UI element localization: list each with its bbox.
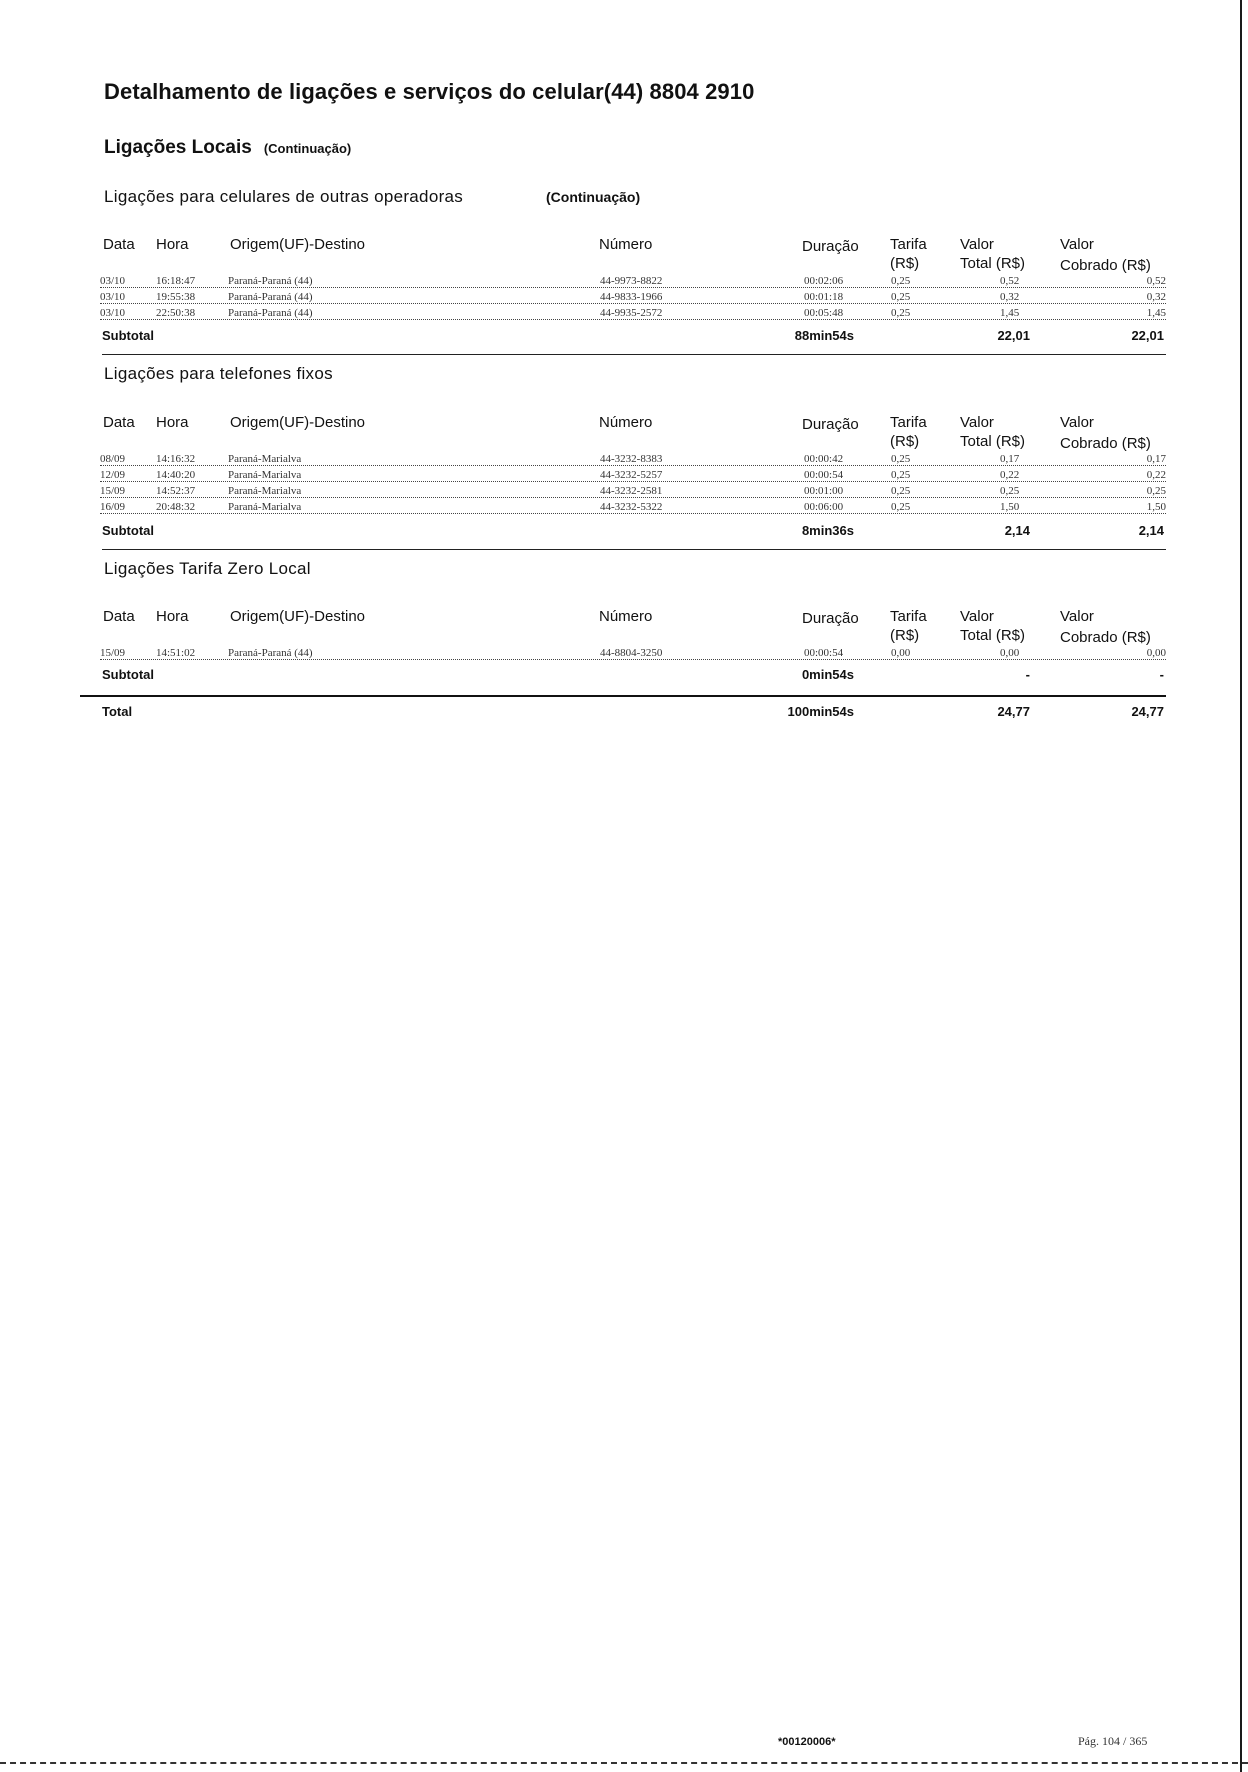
total-valor-total: 24,77 xyxy=(997,704,1030,719)
cell-tarifa: 0,25 xyxy=(891,469,911,481)
cell-duracao: 00:00:42 xyxy=(804,453,844,465)
column-header-tarifa1: Tarifa xyxy=(890,414,927,431)
column-header-valor-total1: Valor xyxy=(960,608,994,625)
group-title-celulares: Ligações para celulares de outras operadoras xyxy=(104,187,464,206)
subtotal-label: Subtotal xyxy=(102,523,154,538)
cell-data: 15/09 xyxy=(100,485,126,497)
cell-numero: 44-3232-2581 xyxy=(600,485,663,497)
table-row xyxy=(100,469,1166,483)
cell-hora: 14:51:02 xyxy=(156,647,196,659)
cell-valor-cobrado: 0,17 xyxy=(1146,453,1166,465)
table-row xyxy=(100,647,1166,661)
cell-duracao: 00:00:54 xyxy=(804,647,844,659)
cell-duracao: 00:02:06 xyxy=(804,275,844,287)
subtotal-valor-cobrado: 2,14 xyxy=(1138,523,1164,538)
column-header-valor-cobrado2: Cobrado (R$) xyxy=(1060,435,1151,452)
table-row xyxy=(100,275,1166,289)
cell-data: 03/10 xyxy=(100,291,126,303)
cell-data: 08/09 xyxy=(100,453,126,465)
column-header-valor-cobrado1: Valor xyxy=(1060,236,1094,253)
cell-origem: Paraná-Paraná (44) xyxy=(228,647,313,659)
column-header-origem: Origem(UF)-Destino xyxy=(230,236,366,253)
group-title-fixos: Ligações para telefones fixos xyxy=(104,364,333,383)
section-title-text: Ligações Locais xyxy=(104,137,252,158)
column-header-origem: Origem(UF)-Destino xyxy=(230,608,366,625)
column-header-hora: Hora xyxy=(156,414,189,431)
page-bottom-edge xyxy=(0,1762,1248,1764)
column-header-tarifa2: (R$) xyxy=(890,433,920,450)
cell-hora: 14:40:20 xyxy=(156,469,196,481)
page-number: Pág. 104 / 365 xyxy=(1078,1734,1148,1748)
section-note: (Continuação) xyxy=(263,141,352,156)
subtotal-duracao: 8min36s xyxy=(801,523,854,538)
cell-data: 03/10 xyxy=(100,307,126,319)
dot-leader xyxy=(100,659,1166,660)
cell-valor-total: 0,00 xyxy=(1000,647,1020,659)
cell-numero: 44-9973-8822 xyxy=(600,275,663,287)
cell-origem: Paraná-Marialva xyxy=(228,453,302,465)
cell-hora: 22:50:38 xyxy=(156,307,196,319)
cell-numero: 44-9833-1966 xyxy=(600,291,663,303)
cell-numero: 44-8804-3250 xyxy=(600,647,663,659)
cell-valor-cobrado: 0,22 xyxy=(1146,469,1166,481)
column-header-duracao: Duração xyxy=(802,610,859,627)
dot-leader xyxy=(100,497,1166,498)
cell-tarifa: 0,25 xyxy=(891,291,911,303)
cell-valor-cobrado: 0,52 xyxy=(1146,275,1166,287)
subtotal-valor-total: 2,14 xyxy=(1004,523,1030,538)
cell-valor-total: 0,17 xyxy=(1000,453,1020,465)
cell-valor-cobrado: 0,00 xyxy=(1146,647,1166,659)
cell-data: 03/10 xyxy=(100,275,126,287)
table-row xyxy=(100,453,1166,467)
subtotal-valor-total: 22,01 xyxy=(997,328,1030,343)
cell-numero: 44-3232-5257 xyxy=(600,469,663,481)
cell-hora: 20:48:32 xyxy=(156,501,196,513)
cell-valor-total: 0,25 xyxy=(1000,485,1020,497)
dot-leader xyxy=(100,319,1166,320)
column-header-valor-cobrado2: Cobrado (R$) xyxy=(1060,629,1151,646)
cell-valor-cobrado: 0,25 xyxy=(1146,485,1166,497)
total-duracao: 100min54s xyxy=(787,704,854,719)
dot-leader xyxy=(100,513,1166,514)
cell-tarifa: 0,25 xyxy=(891,275,911,287)
column-header-numero: Número xyxy=(599,236,653,253)
barcode-text: *00120006* xyxy=(778,1736,836,1748)
column-header-valor-total2: Total (R$) xyxy=(960,627,1026,644)
column-header-valor-total1: Valor xyxy=(960,236,994,253)
cell-valor-total: 0,52 xyxy=(1000,275,1020,287)
cell-valor-cobrado: 1,45 xyxy=(1146,307,1166,319)
cell-numero: 44-9935-2572 xyxy=(600,307,663,319)
cell-valor-cobrado: 0,32 xyxy=(1146,291,1166,303)
rule-total xyxy=(80,695,1166,697)
column-header-valor-total1: Valor xyxy=(960,414,994,431)
subtotal-valor-cobrado: 22,01 xyxy=(1131,328,1164,343)
cell-numero: 44-3232-8383 xyxy=(600,453,663,465)
column-header-hora: Hora xyxy=(156,236,189,253)
dot-leader xyxy=(100,287,1166,288)
column-header-data: Data xyxy=(103,236,135,253)
column-header-valor-total2: Total (R$) xyxy=(960,433,1026,450)
cell-tarifa: 0,25 xyxy=(891,453,911,465)
column-header-tarifa2: (R$) xyxy=(890,627,920,644)
subtotal-duracao: 0min54s xyxy=(801,667,854,682)
cell-hora: 19:55:38 xyxy=(156,291,196,303)
subtotal-label: Subtotal xyxy=(102,328,154,343)
subtotal-valor-total: - xyxy=(1025,667,1030,682)
column-header-tarifa1: Tarifa xyxy=(890,608,927,625)
cell-data: 16/09 xyxy=(100,501,126,513)
column-header-valor-total2: Total (R$) xyxy=(960,255,1026,272)
cell-valor-total: 1,50 xyxy=(1000,501,1020,513)
cell-origem: Paraná-Marialva xyxy=(228,469,302,481)
cell-origem: Paraná-Marialva xyxy=(228,501,302,513)
cell-duracao: 00:00:54 xyxy=(804,469,844,481)
cell-valor-total: 1,45 xyxy=(1000,307,1020,319)
table-row xyxy=(100,501,1166,515)
cell-origem: Paraná-Paraná (44) xyxy=(228,275,313,287)
column-header-numero: Número xyxy=(599,414,653,431)
group-title-tarifa-zero: Ligações Tarifa Zero Local xyxy=(104,559,311,578)
cell-hora: 16:18:47 xyxy=(156,275,196,287)
cell-numero: 44-3232-5322 xyxy=(600,501,663,513)
cell-data: 12/09 xyxy=(100,469,126,481)
column-header-numero: Número xyxy=(599,608,653,625)
table-row xyxy=(100,307,1166,321)
subtotal-duracao: 88min54s xyxy=(794,328,854,343)
cell-hora: 14:52:37 xyxy=(156,485,196,497)
subtotal-label: Subtotal xyxy=(102,667,154,682)
section-title xyxy=(104,137,351,159)
cell-origem: Paraná-Paraná (44) xyxy=(228,291,313,303)
cell-origem: Paraná-Paraná (44) xyxy=(228,307,313,319)
cell-duracao: 00:01:18 xyxy=(804,291,844,303)
group-note-celulares: (Continuação) xyxy=(546,189,641,205)
column-header-tarifa2: (R$) xyxy=(890,255,920,272)
rule-group-1 xyxy=(102,354,1166,355)
column-header-data: Data xyxy=(103,608,135,625)
dot-leader xyxy=(100,465,1166,466)
cell-hora: 14:16:32 xyxy=(156,453,196,465)
rule-group-2 xyxy=(102,549,1166,550)
column-header-data: Data xyxy=(103,414,135,431)
column-header-valor-cobrado1: Valor xyxy=(1060,608,1094,625)
cell-duracao: 00:01:00 xyxy=(804,485,844,497)
cell-origem: Paraná-Marialva xyxy=(228,485,302,497)
cell-valor-total: 0,22 xyxy=(1000,469,1020,481)
cell-valor-total: 0,32 xyxy=(1000,291,1020,303)
column-header-duracao: Duração xyxy=(802,238,859,255)
column-header-duracao: Duração xyxy=(802,416,859,433)
cell-tarifa: 0,25 xyxy=(891,485,911,497)
dot-leader xyxy=(100,481,1166,482)
column-header-origem: Origem(UF)-Destino xyxy=(230,414,366,431)
cell-data: 15/09 xyxy=(100,647,126,659)
table-row xyxy=(100,291,1166,305)
column-header-tarifa1: Tarifa xyxy=(890,236,927,253)
cell-tarifa: 0,25 xyxy=(891,501,911,513)
dot-leader xyxy=(100,303,1166,304)
document-title: Detalhamento de ligações e serviços do celular(44) 8804 2910 xyxy=(104,79,755,104)
cell-valor-cobrado: 1,50 xyxy=(1146,501,1166,513)
table-row xyxy=(100,485,1166,499)
cell-tarifa: 0,00 xyxy=(891,647,911,659)
total-valor-cobrado: 24,77 xyxy=(1131,704,1164,719)
column-header-valor-cobrado1: Valor xyxy=(1060,414,1094,431)
cell-duracao: 00:05:48 xyxy=(804,307,844,319)
page-right-edge xyxy=(1240,0,1242,1772)
cell-tarifa: 0,25 xyxy=(891,307,911,319)
column-header-hora: Hora xyxy=(156,608,189,625)
subtotal-valor-cobrado: - xyxy=(1159,667,1164,682)
total-label: Total xyxy=(102,704,133,719)
cell-duracao: 00:06:00 xyxy=(804,501,844,513)
column-header-valor-cobrado2: Cobrado (R$) xyxy=(1060,257,1151,274)
